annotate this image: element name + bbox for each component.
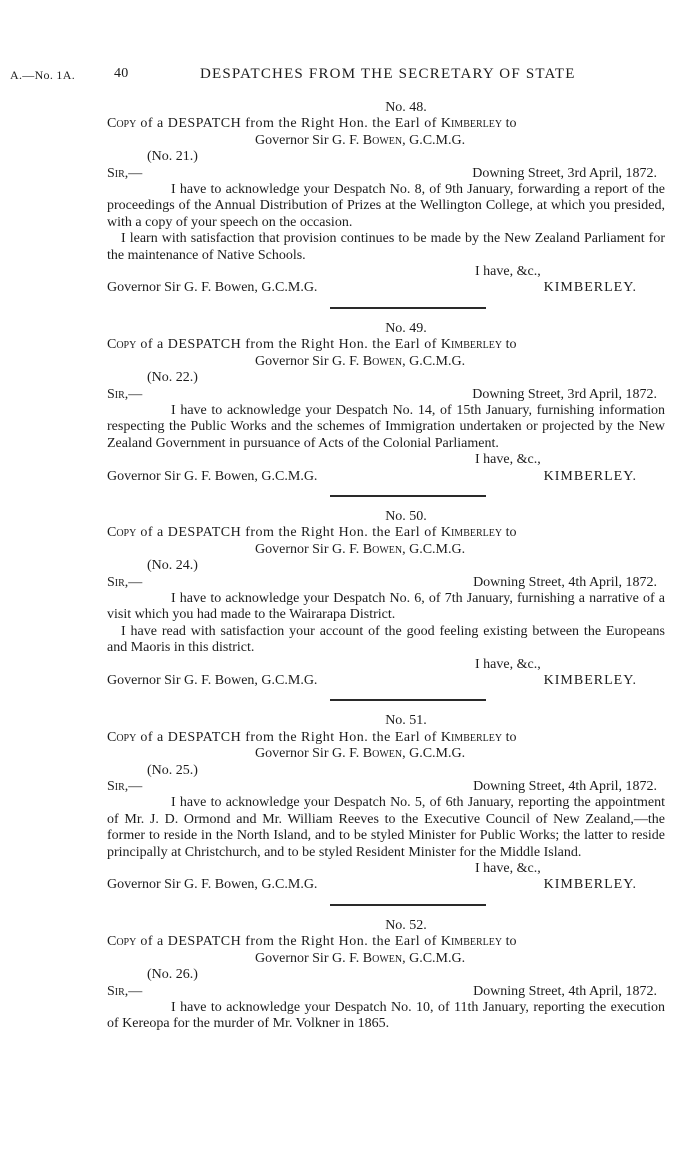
despatch-paragraph: I have to acknowledge your Despatch No. 14, of 15th January, furnishing information respecting the Public Works and the schemes of Immigration undertaken or projected by the New Zealand Government in pursuance of Acts of the Colonial Parliament.	[107, 402, 665, 451]
despatch-date: Downing Street, 3rd April, 1872.	[472, 165, 657, 181]
despatch-reference: (No. 24.)	[147, 558, 198, 574]
despatch-heading	[107, 116, 665, 132]
recipient-prefix: Governor Sir G. F.	[255, 353, 363, 369]
heading-to: to	[502, 934, 517, 950]
despatch-recipient	[107, 133, 665, 149]
heading-text: of a DESPATCH from the Right Hon. the Earl of	[136, 525, 441, 541]
recipient-name: Bowen	[362, 950, 403, 966]
despatch-section	[107, 321, 665, 485]
signature-line	[107, 469, 665, 485]
despatch-paragraph: I have read with satisfaction your account of the good feeling existing between the Europeans and Maoris in this district.	[107, 623, 665, 656]
despatch-heading	[107, 337, 665, 353]
document-code: A.—No. 1A.	[10, 68, 75, 82]
section-divider	[330, 307, 486, 309]
despatch-paragraph: I have to acknowledge your Despatch No. 8, of 9th January, forwarding a report of the proceedings of the Annual Distribution of Prizes at the Wellington College, at which you presided, with a copy of your speech on the occasion.	[107, 182, 665, 230]
salutation-line	[107, 779, 665, 795]
running-title: DESPATCHES FROM THE SECRETARY OF STATE	[200, 66, 576, 82]
closing-formula: I have, &c.,	[475, 861, 541, 877]
recipient-suffix: , G.C.M.G.	[402, 746, 466, 762]
heading-text: of a DESPATCH from the Right Hon. the Earl of	[136, 934, 441, 950]
heading-to: to	[502, 729, 517, 745]
recipient-suffix: , G.C.M.G.	[402, 950, 466, 966]
section-divider	[330, 904, 486, 906]
addressee: Governor Sir G. F. Bowen, G.C.M.G.	[107, 877, 318, 893]
copy-label: Copy	[107, 337, 137, 353]
recipient-suffix: , G.C.M.G.	[402, 541, 466, 557]
despatch-recipient	[107, 746, 665, 762]
despatch-reference: (No. 25.)	[147, 762, 198, 778]
earl-name: Kimberley	[440, 729, 503, 745]
copy-label: Copy	[107, 116, 137, 132]
heading-text: of a DESPATCH from the Right Hon. the Earl of	[136, 729, 441, 745]
addressee: Governor Sir G. F. Bowen, G.C.M.G.	[107, 673, 318, 688]
recipient-name: Bowen	[362, 541, 403, 557]
recipient-prefix: Governor Sir G. F.	[255, 541, 363, 557]
despatch-recipient	[107, 951, 665, 967]
closing-formula: I have, &c.,	[475, 656, 541, 672]
earl-name: Kimberley	[440, 337, 503, 353]
closing-formula: I have, &c.,	[475, 264, 541, 280]
signature: KIMBERLEY.	[543, 468, 637, 484]
salutation-line	[107, 387, 665, 403]
addressee: Governor Sir G. F. Bowen, G.C.M.G.	[107, 468, 318, 484]
signature: KIMBERLEY.	[543, 877, 637, 893]
heading-text: of a DESPATCH from the Right Hon. the Earl of	[136, 337, 441, 353]
despatch-paragraph: I have to acknowledge your Despatch No. 6, of 7th January, furnishing a narrative of a visit which you had made to the Wairarapa District.	[107, 590, 665, 623]
despatch-paragraph: I have to acknowledge your Despatch No. 10, of 11th January, reporting the execution of Kereopa for the murder of Mr. Volkner in 1865.	[107, 999, 665, 1032]
despatch-number: No. 50.	[385, 508, 427, 524]
recipient-suffix: , G.C.M.G.	[402, 353, 466, 369]
page-body	[107, 100, 665, 1033]
recipient-suffix: , G.C.M.G.	[402, 132, 466, 148]
section-divider	[330, 699, 486, 701]
despatch-heading	[107, 730, 665, 746]
despatch-date: Downing Street, 3rd April, 1872.	[472, 386, 657, 402]
despatch-heading	[107, 934, 665, 950]
despatch-date: Downing Street, 4th April, 1872.	[473, 983, 657, 999]
despatch-section	[107, 509, 665, 689]
salutation: Sir,—	[107, 779, 143, 795]
signature-line	[107, 673, 665, 689]
copy-label: Copy	[107, 525, 137, 541]
salutation: Sir,—	[107, 165, 143, 181]
salutation-line	[107, 575, 665, 591]
signature: KIMBERLEY.	[543, 280, 637, 296]
despatch-number: No. 48.	[385, 100, 427, 115]
salutation: Sir,—	[107, 574, 143, 590]
addressee: Governor Sir G. F. Bowen, G.C.M.G.	[107, 280, 318, 296]
despatch-paragraph: I learn with satisfaction that provision continues to be made by the New Zealand Parliament for the maintenance of Native Schools.	[107, 231, 665, 263]
closing-formula: I have, &c.,	[475, 452, 541, 468]
earl-name: Kimberley	[440, 525, 503, 541]
despatch-reference: (No. 21.)	[147, 149, 198, 165]
despatch-number: No. 51.	[385, 713, 427, 729]
recipient-prefix: Governor Sir G. F.	[255, 950, 363, 966]
despatch-reference: (No. 22.)	[147, 370, 198, 386]
recipient-name: Bowen	[362, 132, 403, 148]
signature: KIMBERLEY.	[543, 673, 637, 688]
despatch-recipient	[107, 542, 665, 558]
despatch-reference: (No. 26.)	[147, 967, 198, 983]
despatch-date: Downing Street, 4th April, 1872.	[473, 779, 657, 795]
despatch-section	[107, 713, 665, 893]
salutation: Sir,—	[107, 386, 143, 402]
salutation-line	[107, 166, 665, 182]
recipient-name: Bowen	[362, 746, 403, 762]
recipient-prefix: Governor Sir G. F.	[255, 132, 363, 148]
heading-text: of a DESPATCH from the Right Hon. the Earl of	[136, 116, 441, 132]
page-number: 40	[114, 66, 129, 81]
signature-line	[107, 280, 665, 296]
despatch-number: No. 52.	[385, 917, 427, 933]
copy-label: Copy	[107, 729, 137, 745]
salutation-line	[107, 984, 665, 1000]
salutation: Sir,—	[107, 983, 143, 999]
heading-to: to	[502, 116, 517, 132]
recipient-name: Bowen	[362, 353, 403, 369]
despatch-heading	[107, 525, 665, 541]
despatch-section	[107, 918, 665, 1033]
heading-to: to	[502, 525, 517, 541]
recipient-prefix: Governor Sir G. F.	[255, 746, 363, 762]
despatch-section	[107, 100, 665, 297]
section-divider	[330, 495, 486, 497]
page-header	[10, 66, 690, 86]
despatch-number: No. 49.	[385, 320, 427, 336]
earl-name: Kimberley	[440, 116, 503, 132]
despatch-recipient	[107, 354, 665, 370]
despatch-paragraph: I have to acknowledge your Despatch No. 5, of 6th January, reporting the appointment of Mr. J. D. Ormond and Mr. William Reeves to the Executive Council of New Zealand,—the former to reside in the North Island, and to be styled Minister for Public Works; the latter to reside principally at Christchurch, and to be styled Resident Minister for the Middle Island.	[107, 795, 665, 860]
signature-line	[107, 877, 665, 893]
earl-name: Kimberley	[440, 934, 503, 950]
despatch-date: Downing Street, 4th April, 1872.	[473, 574, 657, 590]
copy-label: Copy	[107, 934, 137, 950]
heading-to: to	[502, 337, 517, 353]
